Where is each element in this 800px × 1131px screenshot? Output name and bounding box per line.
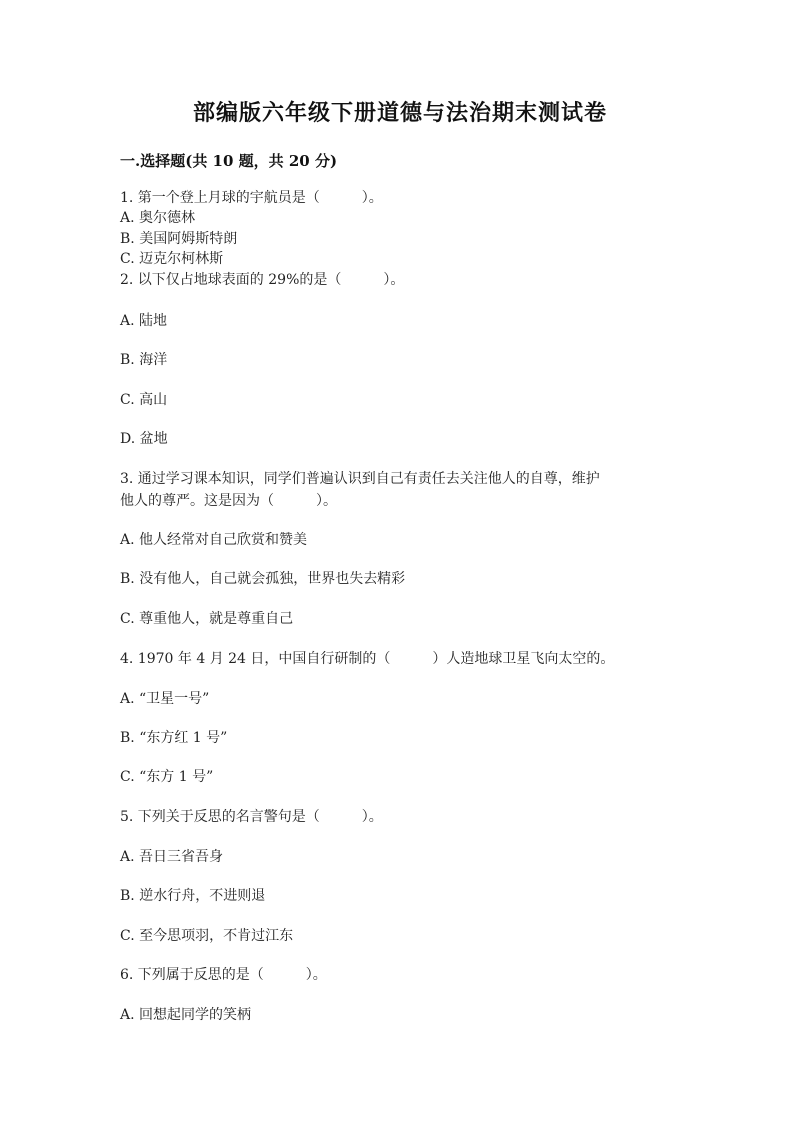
question-3-option-a[interactable]: A. 他人经常对自己欣赏和赞美: [120, 532, 308, 548]
question-2-option-c[interactable]: C. 高山: [120, 392, 168, 408]
question-1-option-a[interactable]: A. 奥尔德林: [120, 210, 196, 226]
question-2-option-d[interactable]: D. 盆地: [120, 431, 168, 447]
question-3-option-c[interactable]: C. 尊重他人，就是尊重自己: [120, 611, 294, 627]
question-1-option-b[interactable]: B. 美国阿姆斯特朗: [120, 231, 238, 247]
question-2-option-a[interactable]: A. 陆地: [120, 313, 168, 329]
question-6-option-a[interactable]: A. 回想起同学的笑柄: [120, 1007, 252, 1023]
question-4-option-a[interactable]: A. “卫星一号”: [120, 691, 210, 707]
question-5-option-c[interactable]: C. 至今思项羽，不肯过江东: [120, 928, 294, 944]
question-2-stem: 2. 以下仅占地球表面的 29%的是（ ）。: [120, 272, 405, 288]
question-3-stem-line-1: 3. 通过学习课本知识，同学们普遍认识到自己有责任去关注他人的自尊，维护: [120, 471, 600, 487]
question-3-option-b[interactable]: B. 没有他人，自己就会孤独，世界也失去精彩: [120, 571, 406, 587]
question-5-stem: 5. 下列关于反思的名言警句是（ ）。: [120, 809, 383, 825]
page-title: 部编版六年级下册道德与法治期末测试卷: [192, 100, 607, 126]
question-5-option-b[interactable]: B. 逆水行舟，不进则退: [120, 888, 266, 904]
question-6-stem: 6. 下列属于反思的是（ ）。: [120, 967, 327, 983]
question-4-stem: 4. 1970 年 4 月 24 日，中国自行研制的（ ）人造地球卫星飞向太空的。: [120, 651, 615, 667]
question-1-stem: 1. 第一个登上月球的宇航员是（ ）。: [120, 190, 383, 206]
question-3-stem-line-2: 他人的尊严。这是因为（ ）。: [120, 493, 337, 509]
question-4-option-c[interactable]: C. “东方 1 号”: [120, 769, 214, 785]
section-heading: 一.选择题(共 10 题，共 20 分): [120, 152, 338, 170]
question-5-option-a[interactable]: A. 吾日三省吾身: [120, 849, 224, 865]
question-1-option-c[interactable]: C. 迈克尔柯林斯: [120, 251, 224, 267]
question-4-option-b[interactable]: B. “东方红 1 号”: [120, 730, 228, 746]
question-2-option-b[interactable]: B. 海洋: [120, 352, 168, 368]
